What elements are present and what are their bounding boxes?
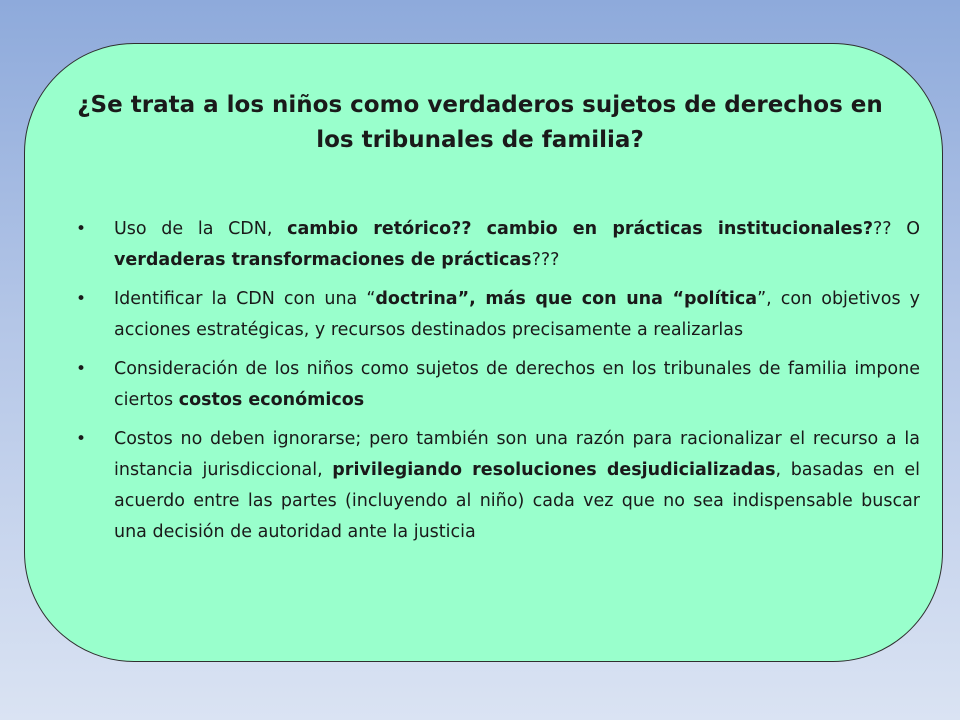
bullet-item: [74, 284, 920, 346]
bullet-item: [74, 214, 920, 276]
bullet-dot-icon: •: [76, 289, 87, 309]
bullet-list: [74, 214, 920, 556]
bullet-text: Uso de la CDN, cambio retórico?? cambio en prácticas institucionales??? O verdaderas transformaciones de prácticas???: [114, 219, 920, 270]
bullet-dot-icon: •: [76, 429, 87, 449]
bullet-text: Costos no deben ignorarse; pero también son una razón para racionalizar el recurso a la instancia jurisdiccional, privilegiando resoluciones desjudicializadas, basadas en el acuerdo entre las partes (incluyendo al niño) cada vez que no sea indispensable buscar una decisión de autoridad ante la justicia: [114, 429, 920, 542]
slide-title: ¿Se trata a los niños como verdaderos sujetos de derechos en los tribunales de familia?: [77, 92, 883, 153]
bullet-item: [74, 424, 920, 548]
bullet-dot-icon: •: [76, 359, 87, 379]
bullet-dot-icon: •: [76, 219, 87, 239]
bullet-item: [74, 354, 920, 416]
bullet-text: Consideración de los niños como sujetos de derechos en los tribunales de familia impone ciertos costos económicos: [114, 359, 920, 410]
bullet-text: Identificar la CDN con una “doctrina”, más que con una “política”, con objetivos y acciones estratégicas, y recursos destinados precisamente a realizarlas: [114, 289, 920, 340]
